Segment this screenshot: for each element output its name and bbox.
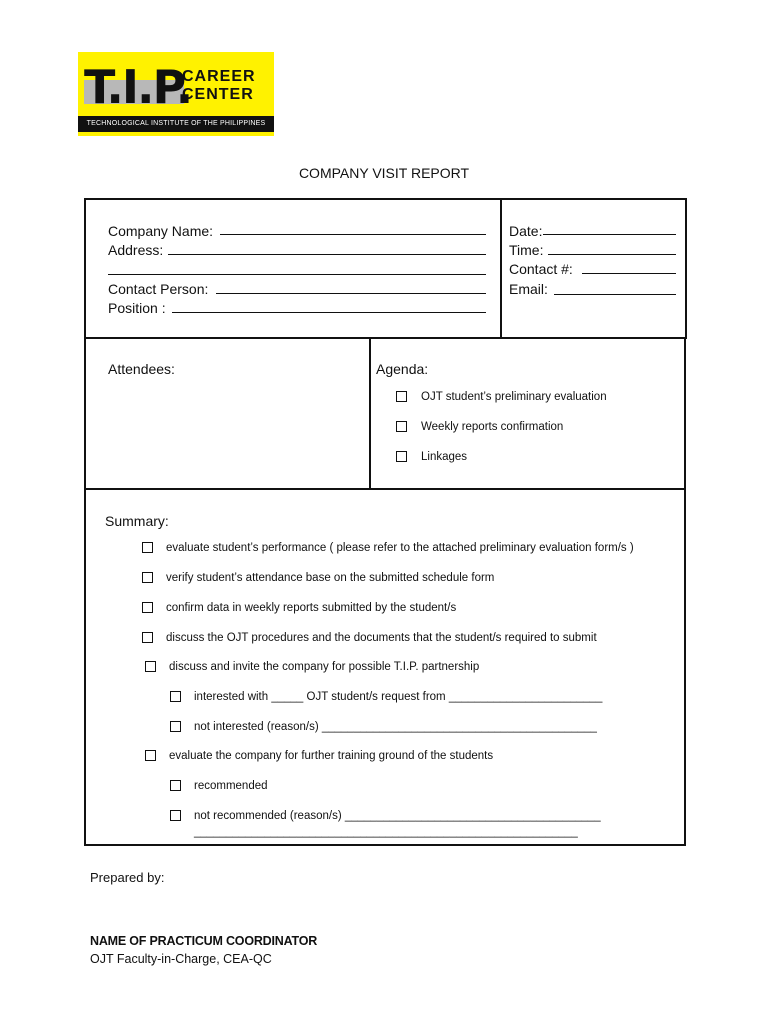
time-label: Time:	[509, 242, 544, 258]
email-label: Email:	[509, 281, 548, 297]
logo-tip-mark: T.I.P.	[84, 60, 192, 114]
agenda-item: Weekly reports confirmation	[421, 421, 564, 433]
summary-sub-item: recommended	[194, 780, 268, 792]
summary-item: verify student’s attendance base on the submitted schedule form	[166, 572, 495, 584]
position-field[interactable]	[172, 312, 486, 313]
date-field[interactable]	[543, 234, 676, 235]
reason-continuation-line: ____________________________________________________________	[194, 826, 578, 838]
company-name-field[interactable]	[220, 234, 486, 235]
email-field[interactable]	[554, 294, 676, 295]
summary-sub-checkbox[interactable]	[170, 691, 181, 702]
contact-person-field[interactable]	[216, 293, 486, 294]
summary-checkbox[interactable]	[142, 632, 153, 643]
address-field-line-2[interactable]	[108, 274, 486, 275]
summary-checkbox[interactable]	[142, 602, 153, 613]
attendees-agenda-divider	[369, 337, 371, 490]
summary-item: evaluate student’s performance ( please refer to the attached preliminary evaluation form/s )	[166, 542, 634, 554]
date-label: Date:	[509, 223, 543, 239]
agenda-checkbox[interactable]	[396, 421, 407, 432]
contact-number-field[interactable]	[582, 273, 676, 274]
agenda-item: OJT student’s preliminary evaluation	[421, 391, 607, 403]
summary-sub-item: not recommended (reason/s) ________________________________________	[194, 810, 601, 822]
summary-sub-item: interested with _____ OJT student/s request from ________________________	[194, 691, 603, 703]
attendees-label: Attendees:	[108, 361, 175, 377]
summary-checkbox[interactable]	[142, 542, 153, 553]
address-label: Address:	[108, 242, 164, 258]
coordinator-role: OJT Faculty-in-Charge, CEA-QC	[90, 952, 272, 966]
coordinator-name: NAME OF PRACTICUM COORDINATOR	[90, 934, 318, 948]
summary-item: discuss and invite the company for possible T.I.P. partnership	[169, 661, 480, 673]
prepared-by-label: Prepared by:	[90, 870, 165, 885]
logo-career-center-text: CAREER CENTER	[182, 68, 256, 103]
page-title: COMPANY VISIT REPORT	[298, 165, 470, 181]
attendees-agenda-section	[84, 337, 686, 490]
summary-item: evaluate the company for further training ground of the students	[169, 750, 494, 762]
address-field[interactable]	[168, 254, 486, 255]
summary-sub-checkbox[interactable]	[170, 721, 181, 732]
summary-label: Summary:	[105, 513, 169, 529]
summary-item: confirm data in weekly reports submitted by the student/s	[166, 602, 457, 614]
time-field[interactable]	[548, 254, 676, 255]
agenda-item: Linkages	[421, 451, 468, 463]
logo-tagline: TECHNOLOGICAL INSTITUTE OF THE PHILIPPINES	[78, 116, 274, 132]
agenda-checkbox[interactable]	[396, 391, 407, 402]
summary-sub-item: not interested (reason/s) ___________________________________________	[194, 721, 597, 733]
tip-career-center-logo	[78, 52, 274, 136]
contact-number-label: Contact #:	[509, 261, 573, 277]
position-label: Position :	[108, 300, 166, 316]
company-info-section	[84, 198, 687, 339]
company-name-label: Company Name:	[108, 223, 214, 239]
agenda-checkbox[interactable]	[396, 451, 407, 462]
summary-checkbox[interactable]	[145, 750, 156, 761]
summary-sub-checkbox[interactable]	[170, 780, 181, 791]
summary-sub-checkbox[interactable]	[170, 810, 181, 821]
summary-item: discuss the OJT procedures and the documents that the student/s required to submit	[166, 632, 597, 644]
summary-checkbox[interactable]	[142, 572, 153, 583]
contact-person-label: Contact Person:	[108, 281, 209, 297]
company-info-divider	[500, 198, 502, 339]
agenda-label: Agenda:	[376, 361, 429, 377]
summary-checkbox[interactable]	[145, 661, 156, 672]
